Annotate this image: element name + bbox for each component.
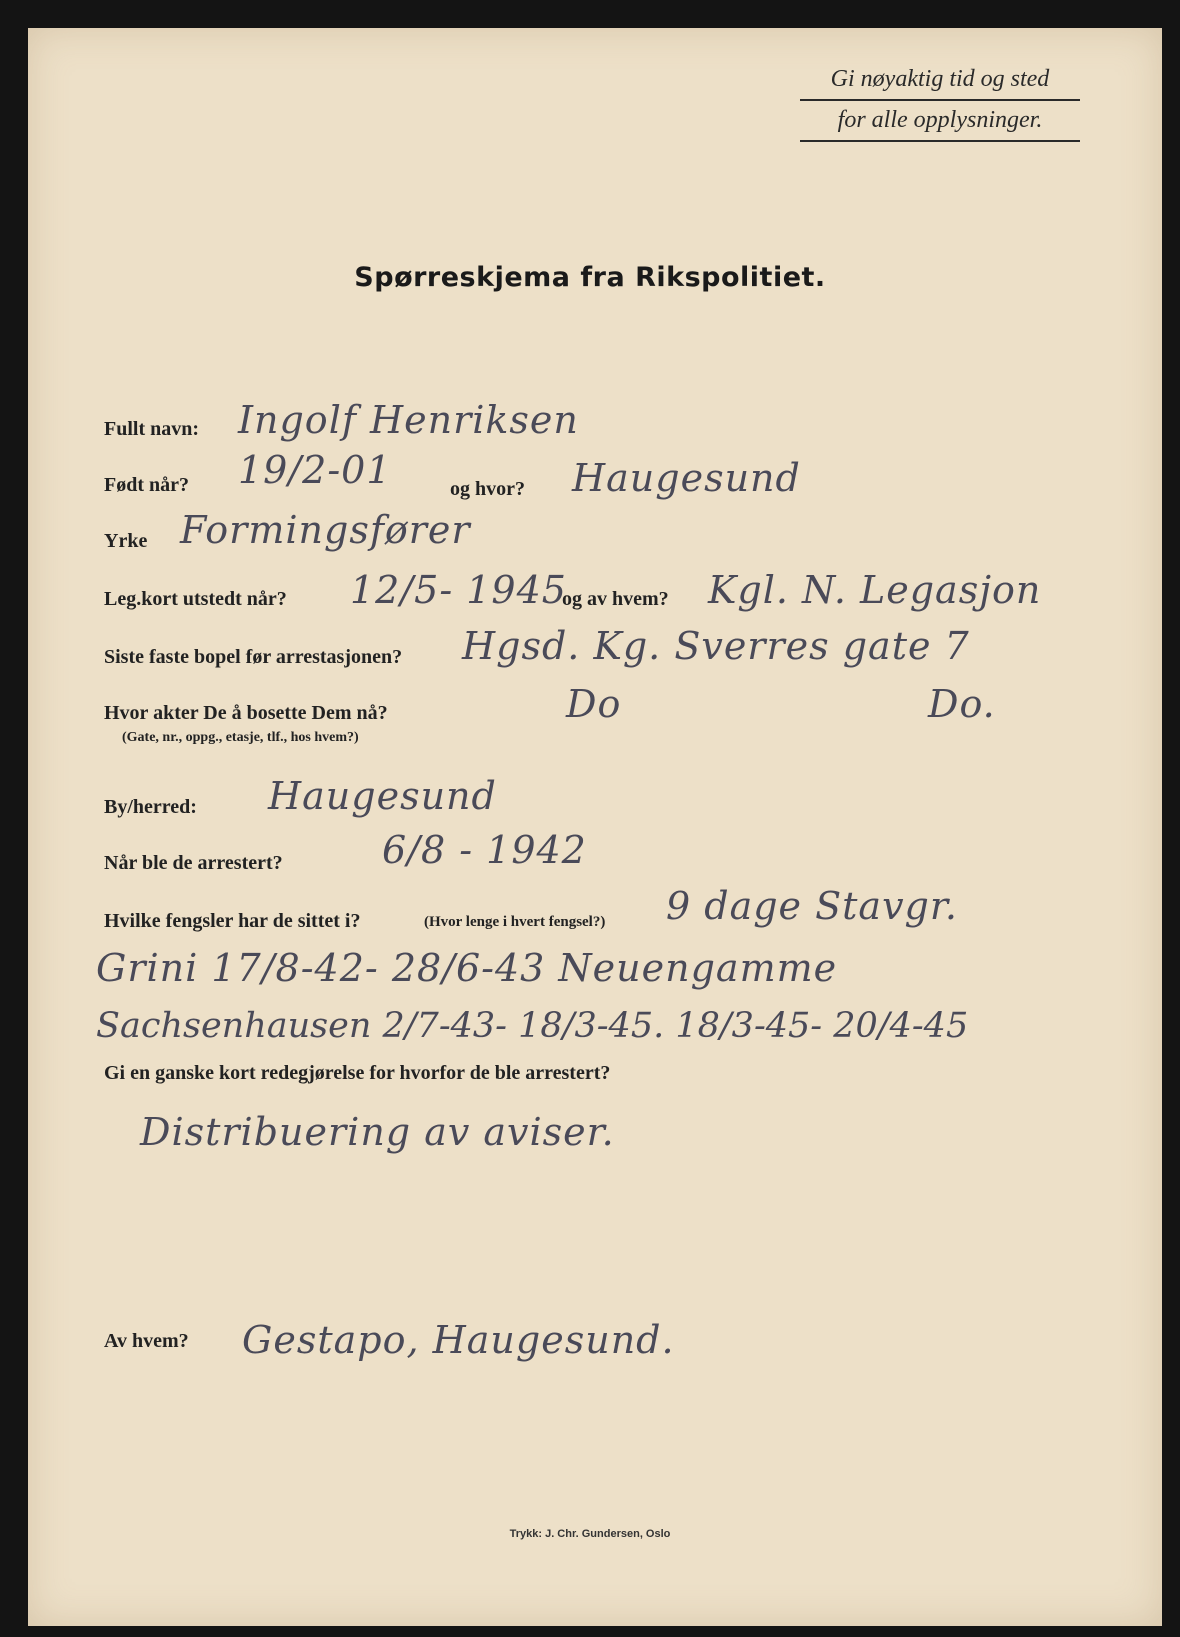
born-where-value: Haugesund xyxy=(572,456,801,500)
occupation-value: Formingsfører xyxy=(180,508,471,552)
id-card-when-label: Leg.kort utstedt når? xyxy=(104,588,287,610)
instruction-line-1: Gi nøyaktig tid og sted xyxy=(800,60,1080,101)
id-card-by-label: og av hvem? xyxy=(562,588,669,610)
prisons-value-line2: Grini 17/8-42- 28/6-43 Neuengamme xyxy=(96,946,838,990)
last-address-value: Hgsd. Kg. Sverres gate 7 xyxy=(462,624,970,668)
arrested-by-label: Av hvem? xyxy=(104,1330,189,1352)
instruction-line-2: for alle opplysninger. xyxy=(800,101,1080,142)
full-name-label: Fullt navn: xyxy=(104,418,200,440)
arrested-when-value: 6/8 - 1942 xyxy=(382,828,587,872)
settle-value-a: Do xyxy=(566,682,622,726)
prisons-value-line3: Sachsenhausen 2/7-43- 18/3-45. 18/3-45- 20/4-45 xyxy=(96,1006,969,1046)
prisons-hint: (Hvor lenge i hvert fengsel?) xyxy=(424,914,606,930)
city-label: By/herred: xyxy=(104,796,197,818)
id-card-by-value: Kgl. N. Legasjon xyxy=(708,568,1042,612)
prisons-value-line1: 9 dage Stavgr. xyxy=(666,884,958,928)
printer-imprint: Trykk: J. Chr. Gundersen, Oslo xyxy=(509,1528,671,1540)
settle-value-b: Do. xyxy=(928,682,996,726)
full-name-value: Ingolf Henriksen xyxy=(238,398,579,442)
born-where-label: og hvor? xyxy=(450,478,525,500)
instruction-box xyxy=(800,60,1080,142)
last-address-label: Siste faste bopel før arrestasjonen? xyxy=(104,646,403,668)
form-title: Spørreskjema fra Rikspolitiet. xyxy=(354,262,826,293)
reason-value: Distribuering av aviser. xyxy=(140,1110,615,1154)
arrested-by-value: Gestapo, Haugesund. xyxy=(242,1318,675,1362)
arrested-when-label: Når ble de arrestert? xyxy=(104,852,283,874)
occupation-label: Yrke xyxy=(104,530,148,552)
city-value: Haugesund xyxy=(268,774,497,818)
settle-hint: (Gate, nr., oppg., etasje, tlf., hos hvem?) xyxy=(122,730,359,745)
settle-label: Hvor akter De å bosette Dem nå? xyxy=(104,702,388,724)
born-when-label: Født når? xyxy=(104,474,189,496)
prisons-label: Hvilke fengsler har de sittet i? xyxy=(104,910,361,932)
born-when-value: 19/2-01 xyxy=(238,448,392,492)
id-card-when-value: 12/5- 1945 xyxy=(350,568,567,612)
reason-label: Gi en ganske kort redegjørelse for hvorfor de ble arrestert? xyxy=(104,1062,611,1084)
